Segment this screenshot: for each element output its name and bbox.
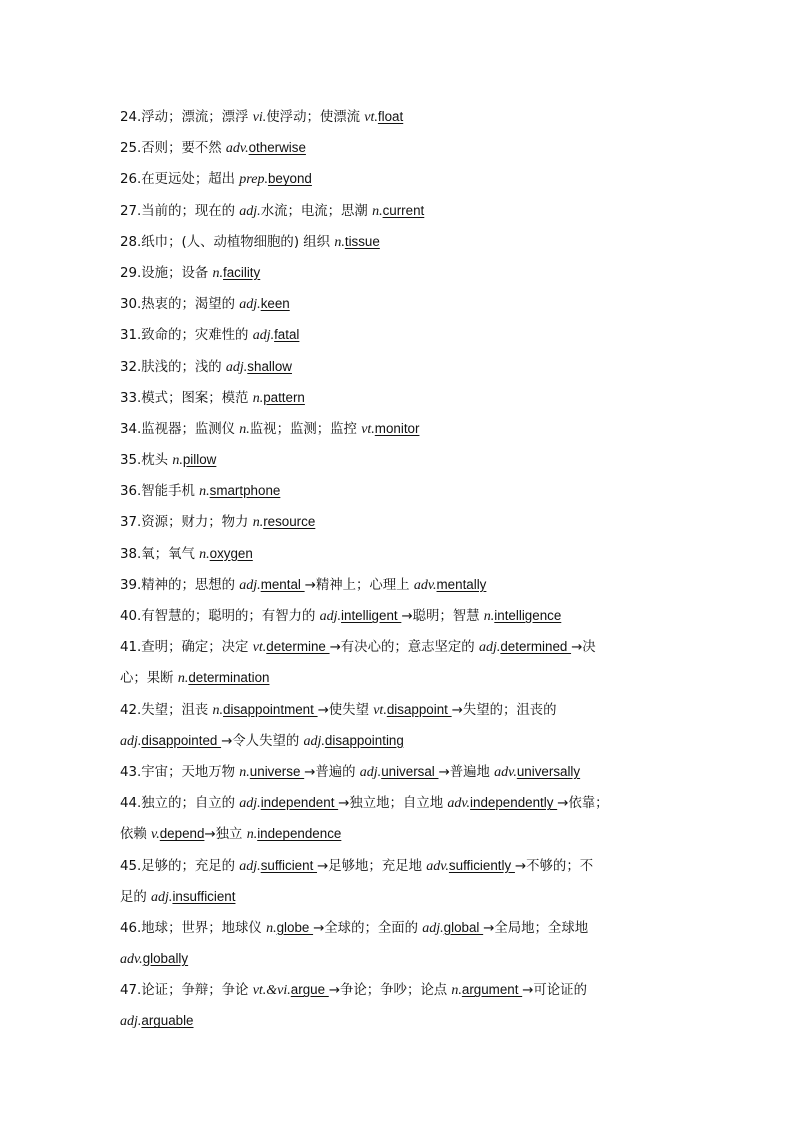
definition-text: →令人失望的 — [221, 733, 304, 749]
definition-text: 46.地球；世界；地球仪 — [120, 920, 267, 936]
vocab-line — [120, 881, 680, 912]
part-of-speech: vi. — [252, 110, 267, 125]
part-of-speech: adv. — [447, 796, 471, 812]
part-of-speech: n. — [252, 390, 264, 406]
answer-word: arguable — [141, 1013, 194, 1029]
part-of-speech: adj. — [359, 764, 382, 780]
definition-text: 28.纸巾；(人、动植物细胞的) 组织 — [120, 234, 335, 250]
answer-word: sufficient — [260, 857, 318, 873]
answer-word: facility — [223, 264, 261, 280]
definition-text: →使失望 — [317, 702, 374, 718]
answer-word: argue — [290, 982, 329, 998]
definition-text: →精神上；心理上 — [304, 577, 414, 593]
part-of-speech: vt. — [373, 702, 387, 718]
vocab-line — [120, 351, 680, 382]
definition-text: →不够的；不 — [514, 858, 594, 874]
part-of-speech: adj. — [422, 920, 444, 936]
part-of-speech: adv. — [225, 141, 249, 157]
definition-text: →全球的；全面的 — [313, 920, 423, 936]
part-of-speech: n. — [372, 203, 383, 219]
answer-word: independently — [470, 795, 558, 811]
definition-text: →独立地；自立地 — [338, 796, 448, 812]
part-of-speech: adv. — [494, 764, 517, 780]
definition-text: 43.宇宙；天地万物 — [120, 764, 240, 780]
answer-word: keen — [260, 296, 290, 312]
answer-word: independence — [257, 826, 342, 842]
vocab-line — [120, 725, 680, 756]
part-of-speech: adj. — [319, 609, 342, 624]
vocab-line — [120, 569, 680, 600]
part-of-speech: adj. — [239, 297, 261, 313]
definition-text: 30.热衷的；渴望的 — [120, 297, 240, 313]
part-of-speech: vt. — [364, 110, 378, 125]
answer-word: current — [382, 202, 425, 218]
vocab-line — [120, 818, 680, 849]
definition-text: 42.失望；沮丧 — [120, 702, 213, 718]
vocab-line — [120, 1005, 680, 1036]
part-of-speech: n. — [483, 609, 495, 624]
answer-word: pattern — [263, 389, 305, 405]
vocab-line — [120, 132, 680, 163]
definition-text: 40.有智慧的；聪明的；有智力的 — [120, 609, 320, 624]
answer-word: intelligent — [341, 608, 402, 623]
definition-text: 心；果断 — [120, 671, 178, 687]
definition-text: →争论；争吵；论点 — [328, 983, 452, 999]
definition-text: →独立 — [204, 827, 247, 843]
definition-text: 监视；监测；监控 — [249, 421, 362, 437]
vocab-line — [120, 226, 680, 257]
definition-text: 38.氧；氧气 — [120, 546, 200, 562]
answer-word: mental — [260, 576, 305, 592]
part-of-speech: n. — [199, 484, 210, 500]
part-of-speech: adj. — [239, 203, 261, 219]
answer-word: disappointing — [324, 732, 404, 748]
part-of-speech: prep. — [239, 172, 268, 188]
definition-text: 35.枕头 — [120, 453, 173, 469]
vocab-line — [120, 257, 680, 288]
definition-text: 29.设施；设备 — [120, 265, 213, 281]
vocab-line — [120, 538, 680, 569]
answer-word: insufficient — [172, 888, 236, 904]
answer-word: disappointment — [223, 701, 318, 717]
part-of-speech: adj. — [252, 328, 275, 344]
vocab-line — [120, 912, 680, 943]
part-of-speech: n. — [252, 515, 264, 531]
answer-word: monitor — [374, 420, 420, 436]
definition-text: 水流；电流；思潮 — [260, 203, 373, 219]
definition-text: 41.查明；确定；决定 — [120, 640, 253, 656]
definition-text: →普遍地 — [438, 764, 495, 780]
part-of-speech: adj. — [478, 640, 501, 656]
definition-text: →普遍的 — [304, 764, 360, 780]
answer-word: mentally — [436, 576, 487, 592]
vocabulary-list — [120, 101, 680, 1037]
part-of-speech: vt.&vi. — [252, 983, 291, 999]
answer-word: intelligence — [494, 608, 562, 623]
definition-text: 39.精神的；思想的 — [120, 577, 240, 593]
part-of-speech: adj. — [239, 577, 261, 593]
definition-text: 47.论证；争辩；争论 — [120, 983, 253, 999]
definition-text: 26.在更远处；超出 — [120, 172, 240, 188]
vocab-line — [120, 662, 680, 693]
definition-text: →有决心的；意志坚定的 — [329, 640, 479, 656]
answer-word: globe — [276, 919, 314, 935]
vocab-line — [120, 631, 680, 662]
answer-word: independent — [260, 795, 339, 811]
part-of-speech: n. — [239, 421, 250, 437]
answer-word: universal — [381, 763, 439, 779]
part-of-speech: adv. — [413, 577, 437, 593]
definition-text: →全局地；全球地 — [483, 920, 589, 936]
answer-word: smartphone — [209, 483, 281, 499]
answer-word: depend — [159, 826, 205, 842]
part-of-speech: adj. — [120, 1014, 142, 1030]
vocab-line — [120, 319, 680, 350]
definition-text: 36.智能手机 — [120, 484, 200, 500]
part-of-speech: adj. — [151, 889, 173, 905]
answer-word: determination — [188, 670, 270, 686]
definition-text: 34.监视器；监测仪 — [120, 421, 240, 437]
definition-text: 24.浮动；漂流；漂浮 — [120, 110, 253, 125]
answer-word: sufficiently — [448, 857, 515, 873]
part-of-speech: adv. — [426, 858, 449, 874]
definition-text: 依赖 — [120, 827, 152, 843]
vocab-line — [120, 101, 680, 132]
definition-text: 足的 — [120, 889, 152, 905]
definition-text: →决 — [571, 640, 596, 656]
answer-word: otherwise — [248, 140, 306, 156]
vocab-line — [120, 444, 680, 475]
answer-word: universe — [249, 763, 305, 779]
answer-word: globally — [142, 951, 189, 967]
answer-word: fatal — [274, 327, 300, 343]
definition-text: →依靠； — [557, 796, 609, 812]
definition-text: 44.独立的；自立的 — [120, 796, 240, 812]
vocab-line — [120, 506, 680, 537]
definition-text: 45.足够的；充足的 — [120, 858, 240, 874]
part-of-speech: adj. — [120, 733, 142, 749]
definition-text: 使浮动；使漂流 — [266, 110, 365, 125]
answer-word: shallow — [247, 358, 292, 374]
vocab-line — [120, 756, 680, 787]
definition-text: →失望的；沮丧的 — [451, 702, 557, 718]
part-of-speech: adj. — [225, 359, 248, 375]
answer-word: global — [443, 919, 484, 935]
definition-text: 37.资源；财力；物力 — [120, 515, 253, 531]
part-of-speech: n. — [212, 702, 224, 718]
vocab-line — [120, 382, 680, 413]
vocab-line — [120, 163, 680, 194]
answer-word: argument — [461, 982, 523, 998]
answer-word: pillow — [182, 452, 217, 468]
answer-word: oxygen — [209, 545, 253, 561]
answer-word: beyond — [267, 171, 312, 187]
answer-word: determined — [500, 639, 572, 655]
part-of-speech: adj. — [239, 858, 261, 874]
definition-text: 33.模式；图案；模范 — [120, 390, 253, 406]
vocab-line — [120, 694, 680, 725]
vocab-line — [120, 413, 680, 444]
part-of-speech: n. — [199, 546, 210, 562]
vocab-line — [120, 943, 680, 974]
answer-word: disappoint — [386, 701, 452, 717]
part-of-speech: n. — [239, 764, 250, 780]
part-of-speech: n. — [451, 983, 462, 999]
vocab-line — [120, 195, 680, 226]
answer-word: resource — [263, 514, 316, 530]
part-of-speech: n. — [334, 234, 345, 250]
definition-text: →足够地；充足地 — [317, 858, 427, 874]
part-of-speech: n. — [266, 920, 277, 936]
vocab-line — [120, 974, 680, 1005]
part-of-speech: n. — [172, 453, 183, 469]
vocab-line — [120, 850, 680, 881]
vocab-line — [120, 600, 680, 631]
vocab-line — [120, 475, 680, 506]
part-of-speech: n. — [246, 827, 258, 843]
part-of-speech: adv. — [120, 952, 143, 968]
part-of-speech: v. — [151, 827, 160, 843]
answer-word: float — [377, 109, 404, 124]
answer-word: determine — [266, 639, 330, 655]
part-of-speech: n. — [177, 671, 189, 687]
part-of-speech: adj. — [303, 733, 325, 749]
part-of-speech: n. — [212, 265, 224, 281]
answer-word: universally — [516, 763, 581, 779]
vocab-line — [120, 288, 680, 319]
definition-text: 25.否则；要不然 — [120, 141, 226, 157]
vocab-line — [120, 787, 680, 818]
answer-word: disappointed — [141, 732, 222, 748]
part-of-speech: adj. — [239, 796, 261, 812]
definition-text: 32.肤浅的；浅的 — [120, 359, 226, 375]
part-of-speech: vt. — [252, 640, 267, 656]
definition-text: →可论证的 — [522, 983, 587, 999]
part-of-speech: vt. — [361, 421, 375, 437]
definition-text: 31.致命的；灾难性的 — [120, 328, 253, 344]
definition-text: 27.当前的；现在的 — [120, 203, 240, 219]
definition-text: →聪明；智慧 — [401, 609, 484, 624]
answer-word: tissue — [344, 233, 380, 249]
